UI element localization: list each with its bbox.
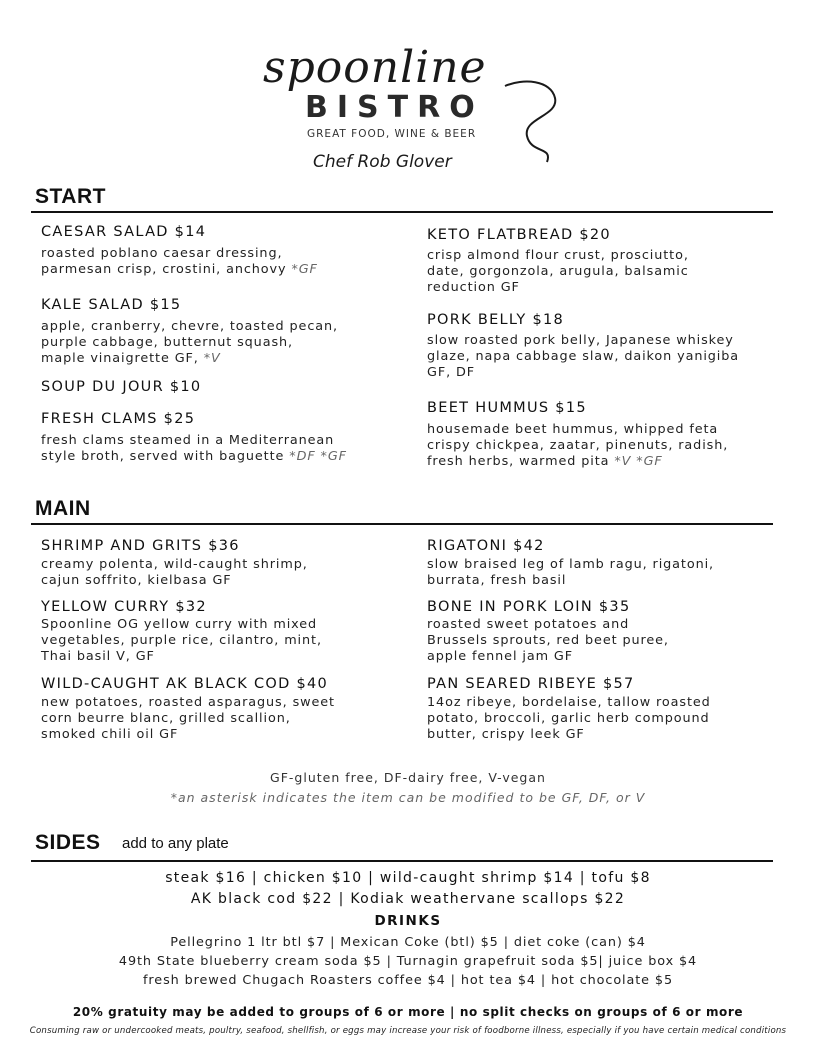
modification-note: *an asterisk indicates the item can be modified to be GF, DF, or V: [170, 790, 646, 805]
logo-script-text: spoonline: [263, 42, 487, 93]
section-divider-start: [31, 211, 773, 213]
menu-item-rigatoni: RIGATONI $42: [427, 538, 545, 554]
menu-item-desc: slow roasted pork belly, Japanese whiskey glaze, napa cabbage slaw, daikon yanigiba GF, DF: [427, 333, 740, 380]
drinks-title: DRINKS: [374, 913, 442, 929]
menu-item-pork-loin: BONE IN PORK LOIN $35: [427, 599, 631, 615]
logo-tagline: GREAT FOOD, WINE & BEER: [307, 128, 477, 140]
section-divider-main: [31, 523, 773, 525]
menu-item-ribeye: PAN SEARED RIBEYE $57: [427, 676, 635, 692]
menu-item-desc: creamy polenta, wild-caught shrimp, cajun soffrito, kielbasa GF: [41, 557, 308, 588]
menu-item-black-cod: WILD-CAUGHT AK BLACK COD $40: [41, 676, 329, 692]
menu-item-keto-flatbread: KETO FLATBREAD $20: [427, 227, 611, 243]
menu-item-desc: new potatoes, roasted asparagus, sweet corn beurre blanc, grilled scallion, smoked chili oil GF: [41, 695, 335, 742]
menu-item-desc: Spoonline OG yellow curry with mixed vegetables, purple rice, cilantro, mint, Thai basil V, GF: [41, 617, 322, 664]
menu-item-shrimp-and-grits: SHRIMP AND GRITS $36: [41, 538, 240, 554]
menu-item-desc: 14oz ribeye, bordelaise, tallow roasted potato, broccoli, garlic herb compound butter, crispy leek GF: [427, 695, 711, 742]
gratuity-policy: 20% gratuity may be added to groups of 6 or more | no split checks on groups of 6 or more: [72, 1005, 744, 1019]
menu-item-soup-du-jour: SOUP DU JOUR $10: [41, 379, 202, 395]
sides-subtitle: add to any plate: [122, 835, 229, 852]
menu-item-desc: roasted poblano caesar dressing, parmesan crisp, crostini, anchovy *GF: [41, 246, 318, 277]
sides-list: steak $16 | chicken $10 | wild-caught shrimp $14 | tofu $8: [165, 870, 651, 886]
menu-item-desc: roasted sweet potatoes and Brussels sprouts, red beet puree, apple fennel jam GF: [427, 617, 669, 664]
chef-name: Chef Rob Glover: [313, 152, 452, 172]
drinks-list: fresh brewed Chugach Roasters coffee $4 | hot tea $4 | hot chocolate $5: [143, 973, 673, 988]
logo-bistro-text: BISTRO: [305, 90, 484, 125]
drinks-list: 49th State blueberry cream soda $5 | Turnagin grapefruit soda $5| juice box $4: [118, 954, 698, 969]
menu-item-fresh-clams: FRESH CLAMS $25: [41, 411, 196, 427]
menu-item-yellow-curry: YELLOW CURRY $32: [41, 599, 207, 615]
section-divider-sides: [31, 860, 773, 862]
restaurant-logo: [255, 22, 585, 182]
section-title-sides: SIDES: [35, 831, 101, 854]
sides-list: AK black cod $22 | Kodiak weathervane scallops $22: [190, 891, 626, 907]
menu-item-desc: housemade beet hummus, whipped feta crispy chickpea, zaatar, pinenuts, radish, fresh herbs, warmed pita *V *GF: [427, 422, 729, 469]
menu-item-caesar-salad: CAESAR SALAD $14: [41, 224, 207, 240]
menu-item-desc: apple, cranberry, chevre, toasted pecan, purple cabbage, butternut squash, maple vinaigrette GF, *V: [41, 319, 338, 366]
menu-item-desc: fresh clams steamed in a Mediterranean style broth, served with baguette *DF *GF: [41, 433, 347, 464]
drinks-list: Pellegrino 1 ltr btl $7 | Mexican Coke (btl) $5 | diet coke (can) $4: [170, 935, 646, 950]
section-title-main: MAIN: [35, 497, 91, 520]
food-safety-disclaimer: Consuming raw or undercooked meats, poultry, seafood, shellfish, or eggs may increase your risk of foodborne illness, especially if you have certain medical conditions: [29, 1026, 787, 1036]
menu-item-desc: slow braised leg of lamb ragu, rigatoni, burrata, fresh basil: [427, 557, 715, 588]
spoon-swirl-icon: [503, 58, 573, 168]
menu-item-kale-salad: KALE SALAD $15: [41, 297, 182, 313]
menu-item-pork-belly: PORK BELLY $18: [427, 312, 565, 328]
section-title-start: START: [35, 185, 106, 208]
menu-item-beet-hummus: BEET HUMMUS $15: [427, 400, 587, 416]
dietary-legend: GF-gluten free, DF-dairy free, V-vegan: [270, 770, 546, 785]
menu-item-desc: crisp almond flour crust, prosciutto, date, gorgonzola, arugula, balsamic reduction GF: [427, 248, 689, 295]
